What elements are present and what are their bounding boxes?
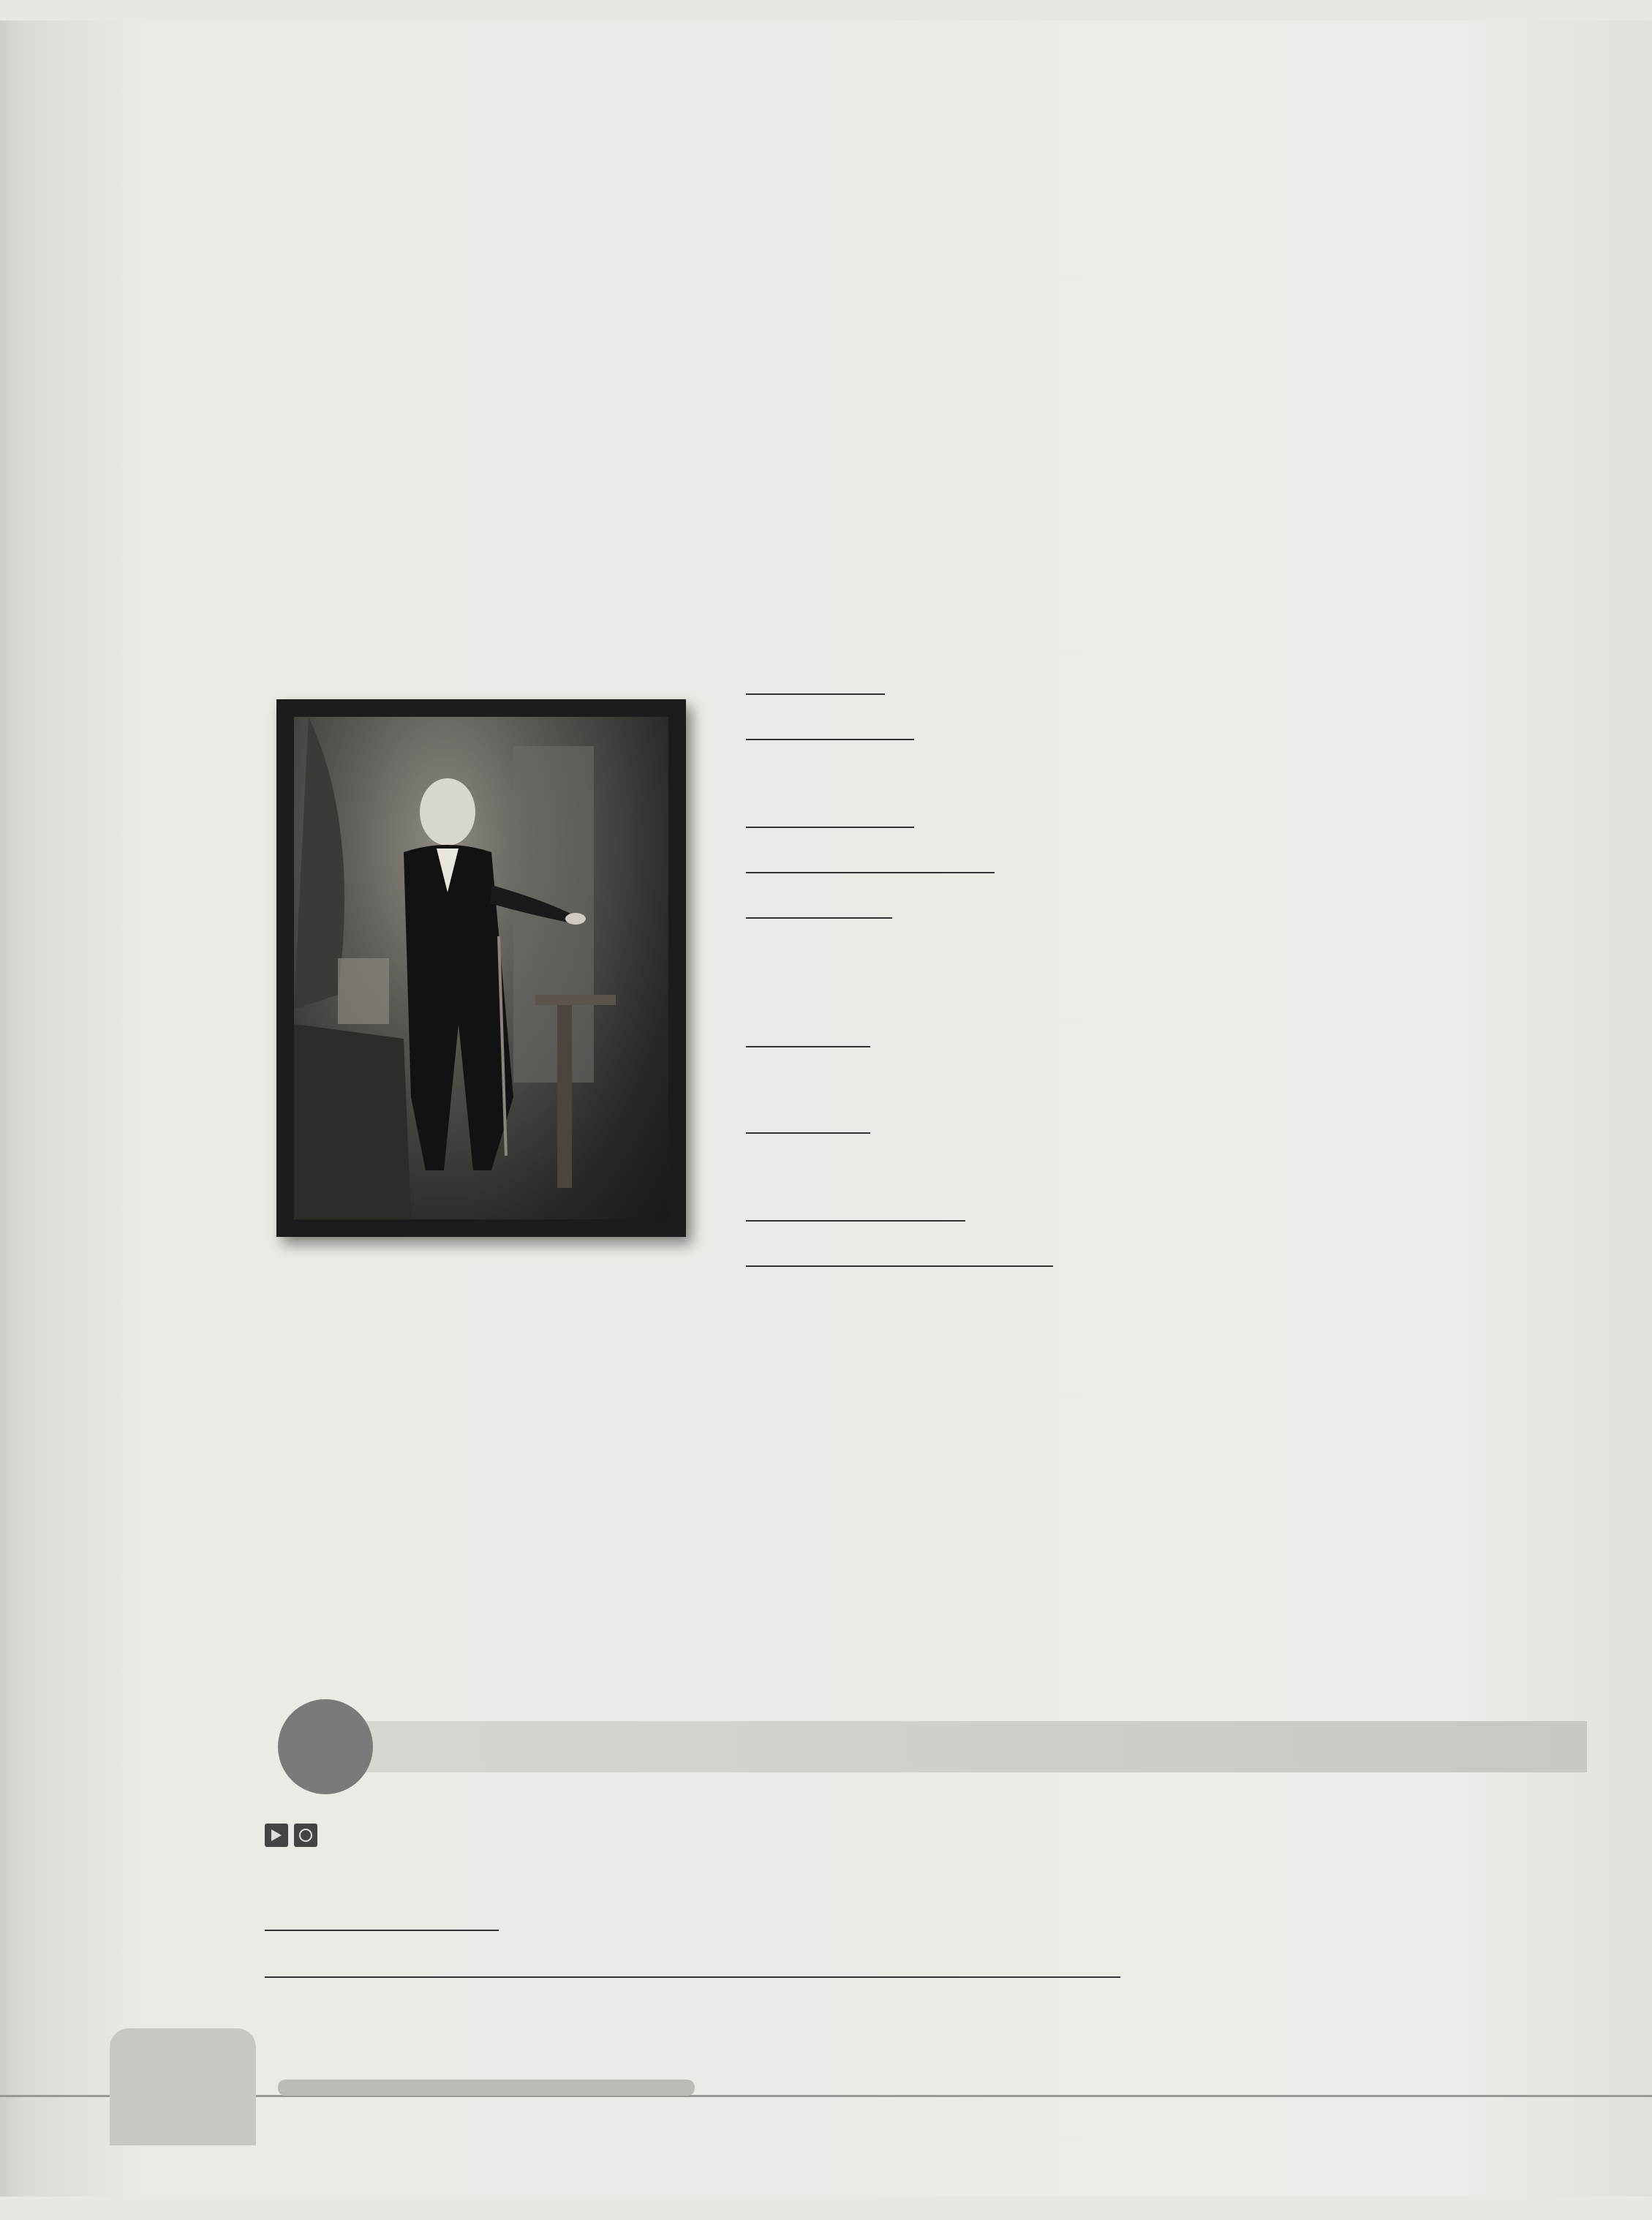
listening-instructions [265,1816,1588,1854]
gap-2[interactable] [746,710,914,740]
washington-portrait [276,699,686,1237]
cd-icon [294,1824,317,1847]
gap-9[interactable] [746,1236,1053,1267]
footer-bar [278,2080,695,2096]
question-2 [265,1947,1120,1986]
answer-blank-2[interactable] [265,1947,1120,1978]
gap-4[interactable] [746,843,995,873]
gap-1[interactable] [746,664,885,695]
gap-8[interactable] [746,1191,965,1222]
gap-6[interactable] [746,1017,870,1047]
audio-play-icon[interactable] [265,1824,288,1847]
textbook-page [0,20,1652,2197]
gap-5[interactable] [746,888,892,919]
section-banner [271,1699,1587,1794]
exercise-4-heading [265,557,1581,607]
page-number-tab [110,2028,256,2145]
gap-3[interactable] [746,797,914,828]
section-number [278,1699,373,1794]
question-1 [265,1900,499,1939]
portrait-figure-icon [294,717,668,1219]
gap-7[interactable] [746,1103,870,1134]
answer-blank-1[interactable] [265,1900,499,1931]
section-band [366,1721,1587,1772]
